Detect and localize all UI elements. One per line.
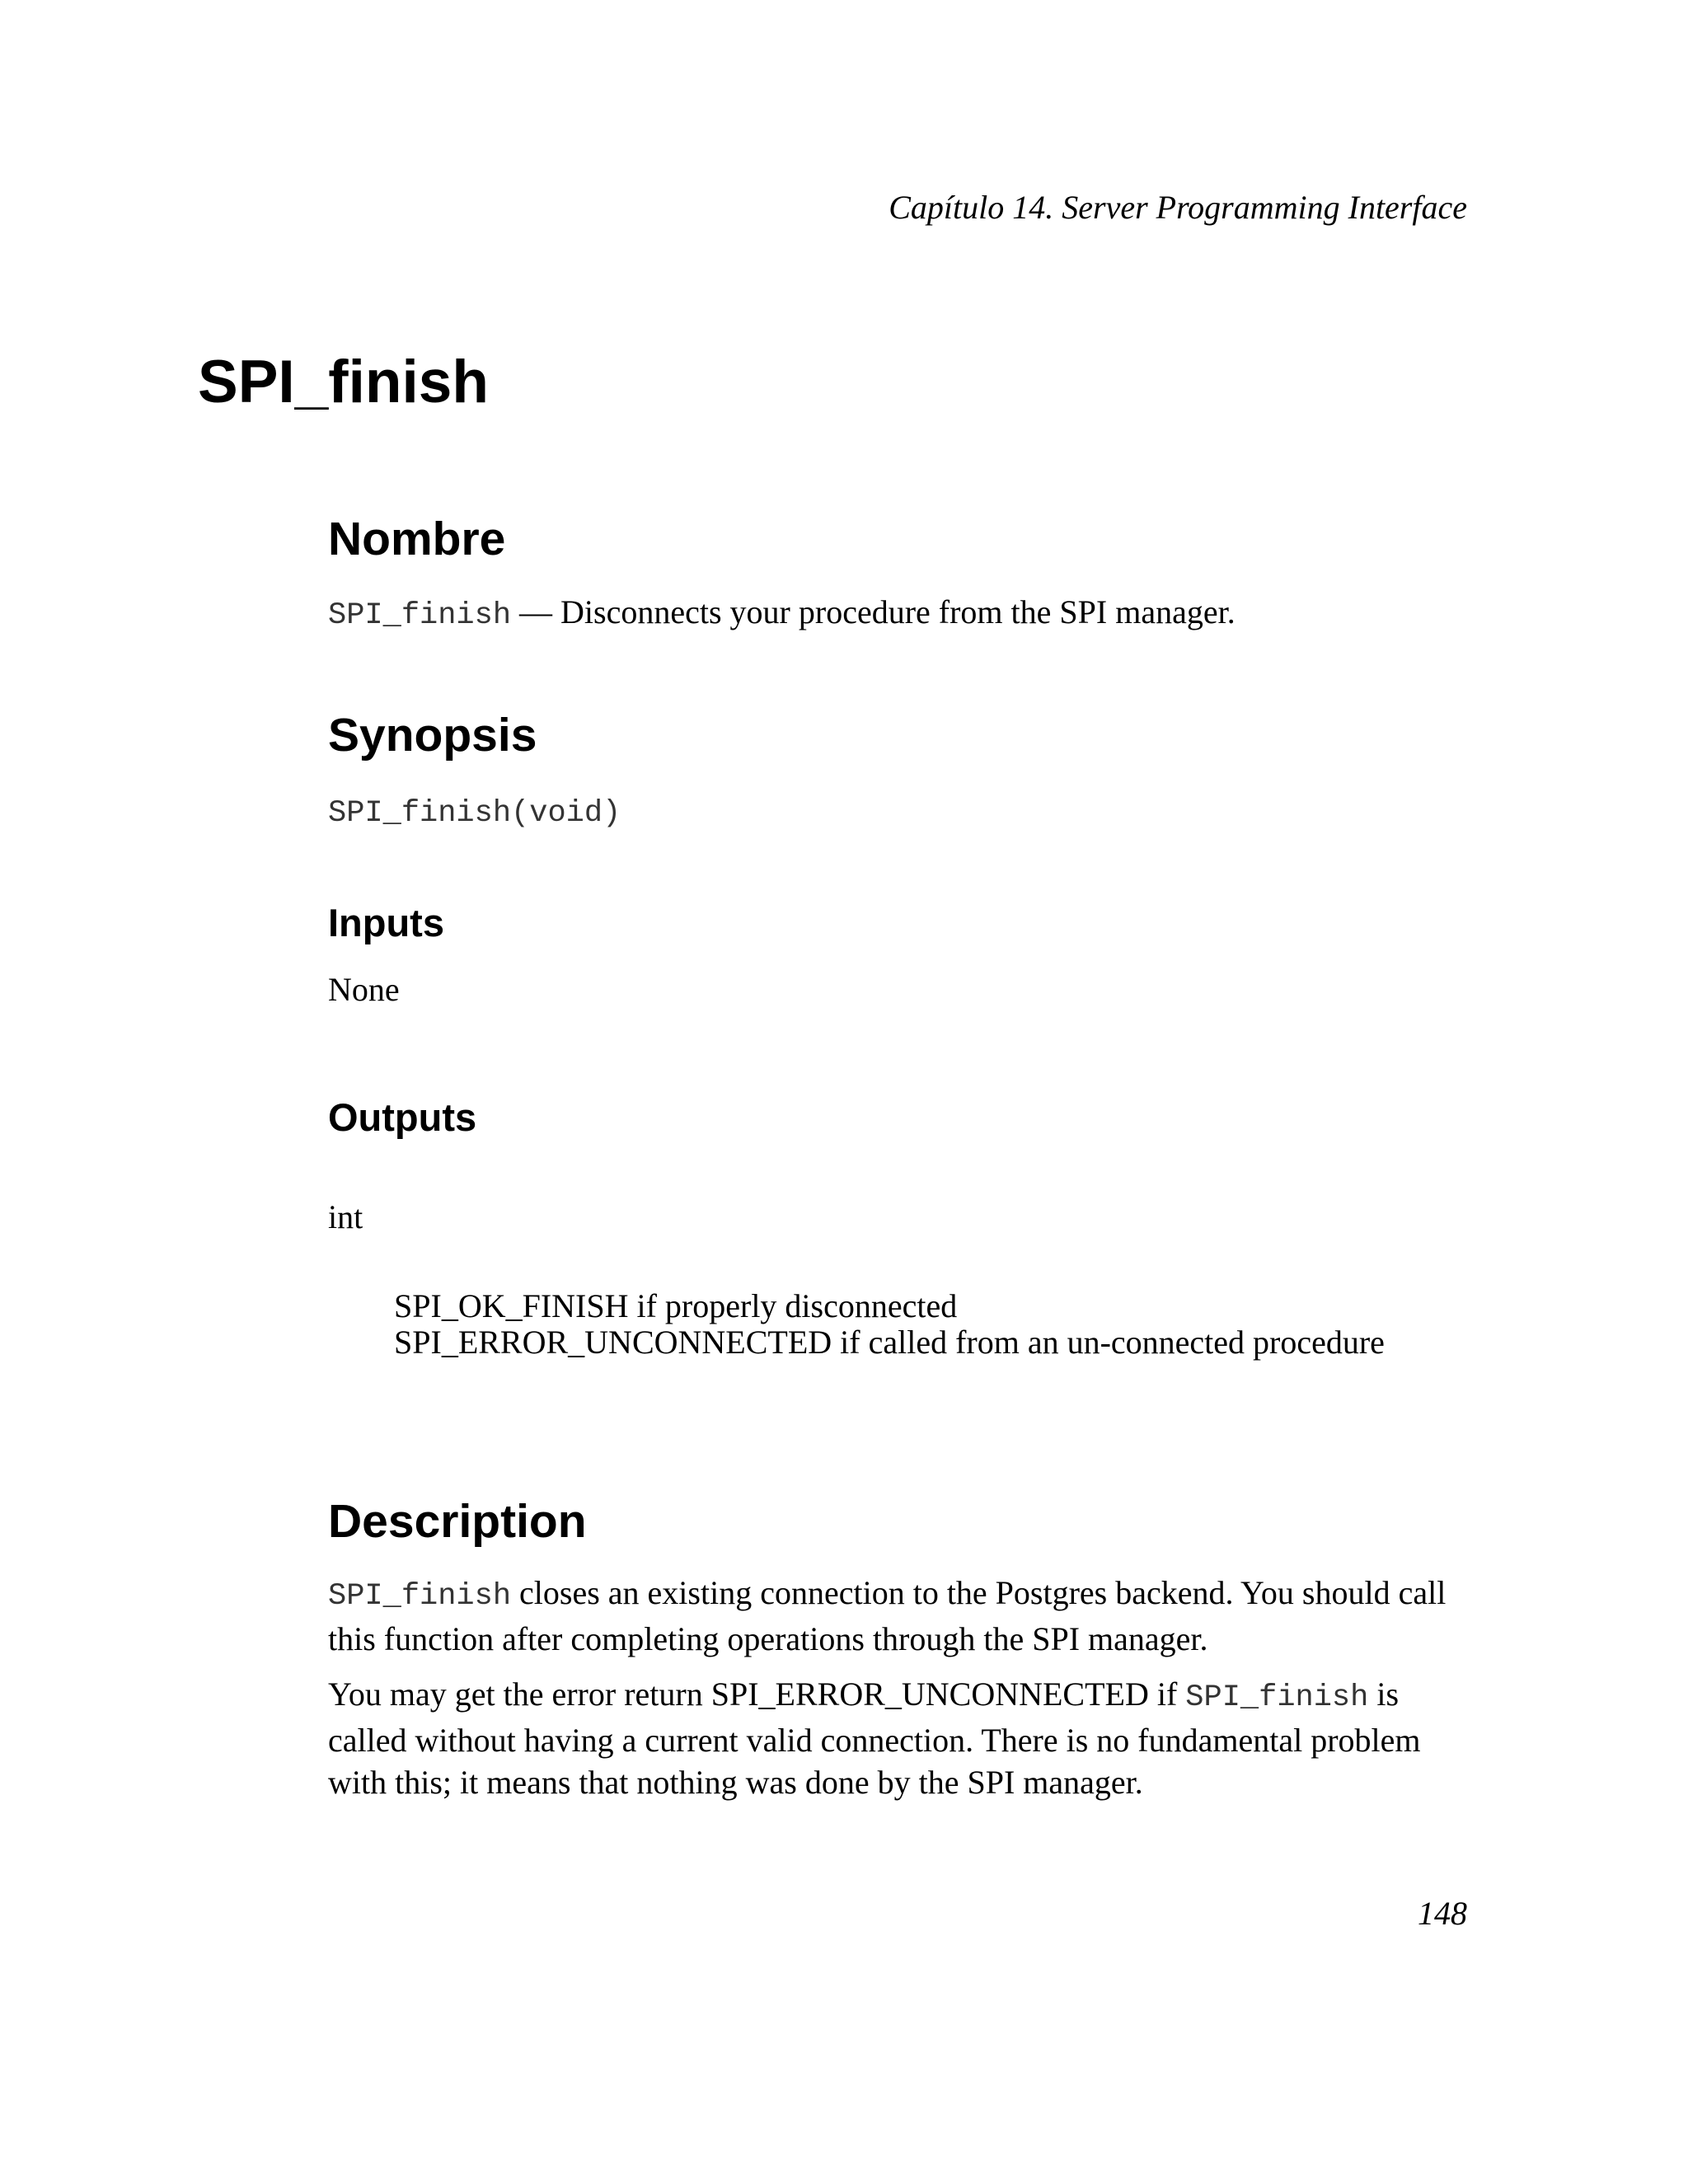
outputs-value-ok: SPI_OK_FINISH if properly disconnected — [394, 1287, 958, 1324]
description-p2-after: is called without having a current valid connection. There is no fundamental problem with this; it means that nothing was done by the SPI manager. — [328, 1675, 1421, 1801]
outputs-heading: Outputs — [328, 1095, 477, 1139]
outputs-value-error: SPI_ERROR_UNCONNECTED if called from an un-connected procedure — [394, 1324, 1385, 1361]
description-p1-text: closes an existing connection to the Postgres backend. You should call this function after completing operations through the SPI manager. — [328, 1574, 1447, 1657]
page-number: 148 — [1418, 1895, 1467, 1932]
outputs-type: int — [328, 1198, 363, 1235]
description-p2-code: SPI_finish — [1185, 1680, 1369, 1715]
synopsis-heading: Synopsis — [328, 709, 537, 762]
running-header: Capítulo 14. Server Programming Interface — [889, 189, 1467, 226]
description-heading: Description — [328, 1495, 587, 1548]
name-function-code: SPI_finish — [328, 598, 512, 633]
description-p2-before: You may get the error return SPI_ERROR_UNCONNECTED if — [328, 1675, 1186, 1713]
description-p1-code: SPI_finish — [328, 1579, 512, 1614]
name-paragraph — [328, 591, 1482, 637]
name-summary: — Disconnects your procedure from the SPI manager. — [511, 593, 1236, 630]
page-title: SPI_finish — [198, 349, 489, 415]
inputs-text: None — [328, 971, 400, 1008]
inputs-heading: Inputs — [328, 901, 444, 944]
description-paragraph-2 — [328, 1673, 1482, 1803]
description-paragraph-1 — [328, 1572, 1482, 1660]
name-heading: Nombre — [328, 513, 506, 565]
synopsis-code: SPI_finish(void) — [328, 796, 621, 831]
